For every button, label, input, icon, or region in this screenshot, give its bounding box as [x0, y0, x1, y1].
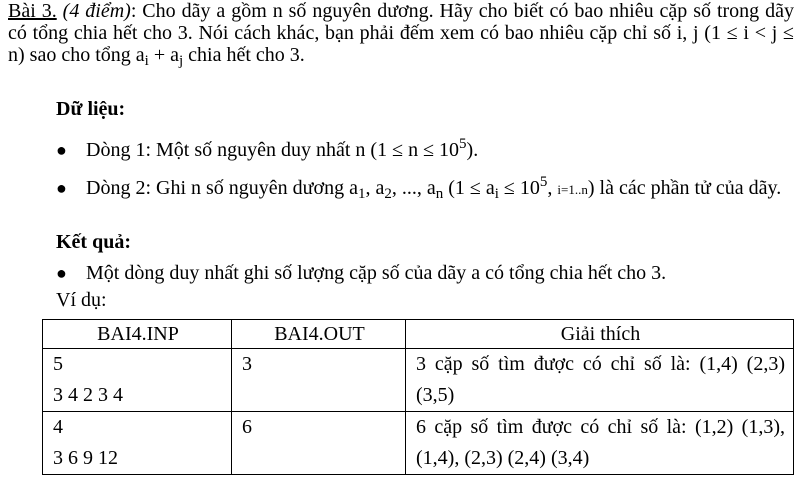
example-label: Ví dụ: [56, 289, 107, 311]
example-table [42, 319, 794, 475]
cell-inp [43, 349, 232, 412]
index-range: i=1..n [557, 182, 588, 197]
input-line-2-text: , [547, 177, 558, 199]
subscript: 1 [357, 186, 366, 202]
output-line-1-text: Một dòng duy nhất ghi số lượng cặp số của dãy a có tổng chia hết cho 3. [86, 262, 667, 284]
cell-out: 3 [232, 349, 406, 412]
inp-line: 3 6 9 12 [53, 447, 118, 469]
table-header-row [43, 320, 794, 349]
exponent: 5 [539, 174, 548, 190]
table-row [43, 349, 794, 412]
problem-plus: + a [148, 44, 179, 66]
cell-explanation: 6 cặp số tìm được có chỉ số là: (1,2) (1,3), (1,4), (2,3) (2,4) (3,4) [406, 412, 794, 475]
subscript: n [435, 186, 444, 202]
cell-out: 6 [232, 412, 406, 475]
cell-explanation: 3 cặp số tìm được có chỉ số là: (1,4) (2,3) (3,5) [406, 349, 794, 412]
subscript: i [494, 186, 499, 202]
header-explanation: Giải thích [406, 320, 794, 349]
bullet-icon: ● [56, 178, 67, 198]
subscript: 2 [384, 186, 392, 202]
input-line-2-text: (1 ≤ a [443, 177, 495, 199]
inp-line: 4 [53, 416, 63, 438]
input-line-2-text: ) là các phần tử của dãy. [587, 177, 782, 199]
bullet-icon: ● [56, 140, 67, 160]
bullet-icon: ● [56, 263, 67, 283]
cell-inp [43, 412, 232, 475]
problem-end: chia hết cho 3. [183, 44, 305, 66]
header-inp: BAI4.INP [43, 320, 232, 349]
problem-points: (4 điểm) [62, 0, 131, 22]
input-line-2-text: , ..., a [391, 177, 436, 199]
input-line-1-text: Dòng 1: Một số nguyên duy nhất n (1 ≤ n ≤ 10 [86, 139, 460, 161]
input-line-2-text: Dòng 2: Ghi n số nguyên dương a [86, 177, 358, 199]
table-row [43, 412, 794, 475]
input-line-1-end: ). [466, 139, 479, 161]
input-heading: Dữ liệu: [56, 98, 126, 120]
inp-line: 5 [53, 353, 63, 375]
output-heading: Kết quả: [56, 231, 131, 253]
problem-statement [8, 0, 794, 68]
header-out: BAI4.OUT [232, 320, 406, 349]
input-line-2-text: , a [365, 177, 385, 199]
problem-text: : Cho dãy a gồm n số nguyên dương. Hãy cho biết có bao nhiêu cặp số trong dãy có tổng chia hết cho 3. Nói cách khác, bạn phải đếm xem có bao nhiêu cặp chỉ số i, j (1 ≤ i < j ≤ n) sao cho tổng a [8, 0, 795, 66]
problem-title: Bài 3. [8, 0, 57, 22]
subscript-j: j [178, 53, 184, 69]
exponent: 5 [459, 136, 467, 152]
input-line-2-text: ≤ 10 [498, 177, 540, 199]
inp-line: 3 4 2 3 4 [53, 384, 123, 406]
subscript-i: i [144, 53, 149, 69]
